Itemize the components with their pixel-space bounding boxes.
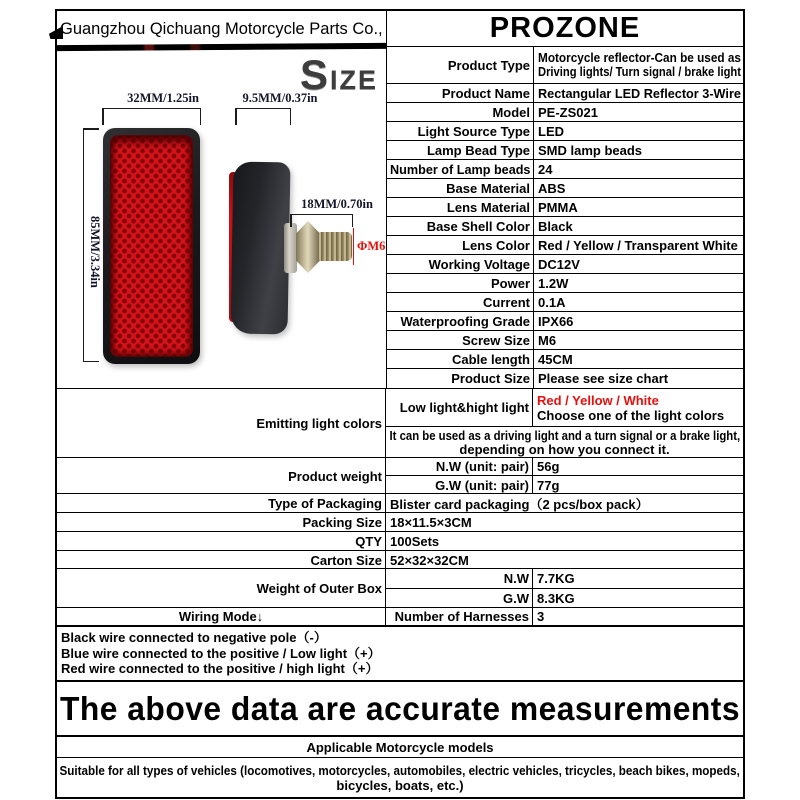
row-label: QTY (355, 533, 382, 549)
brand-header (386, 10, 743, 47)
spec-value-line: Motorcycle reflector-Can be used as (538, 50, 741, 65)
bolt-thread-spec: ΦM6 (357, 239, 386, 253)
table-row (387, 122, 743, 141)
bracket-tick (352, 214, 354, 227)
spec-value: Please see size chart (538, 371, 669, 386)
outer-box-section (57, 568, 743, 607)
spec-label: Model (492, 104, 530, 120)
spec-label: Working Voltage (428, 256, 530, 272)
row-label: G.W (unit: pair) (435, 477, 529, 493)
table-row (57, 551, 743, 569)
spec-label: Light Source Type (417, 123, 530, 139)
spec-value: 0.1A (538, 294, 566, 310)
table-row (386, 589, 743, 608)
table-row (387, 84, 743, 103)
hex-nut (296, 221, 320, 273)
table-row (57, 513, 743, 532)
bracket-tick (290, 214, 292, 227)
applicable-models-line: Suitable for all types of vehicles (locomotives, motorcycles, automobiles, electric vehicles, tricycles, beach bikes, mopeds, (59, 762, 741, 778)
company-header (57, 10, 386, 47)
section-label: Emitting light colors (256, 416, 382, 431)
table-row (386, 476, 743, 494)
front-width-dimension: 32MM/1.25in (127, 91, 199, 105)
bracket-tick (200, 108, 202, 125)
row-value: 77g (537, 477, 560, 493)
spec-value: LED (538, 123, 564, 139)
table-row (387, 331, 743, 350)
wiring-mode-label: Wiring Mode↓ (178, 609, 264, 624)
size-diagram-panel (57, 47, 386, 388)
spec-value: IPX66 (538, 313, 574, 329)
wire-note-black: Black wire connected to negative pole（-） (61, 630, 327, 645)
spec-label: Lamp Bead Type (426, 142, 530, 158)
spec-label: Product Type (447, 57, 530, 73)
product-weight-section (57, 457, 743, 493)
table-row (387, 274, 743, 293)
spec-value: DC12V (538, 256, 580, 272)
table-row (387, 179, 743, 198)
spec-value: 45CM (538, 351, 573, 367)
row-value: 7.7KG (537, 571, 575, 586)
spec-value: 1.2W (538, 275, 569, 291)
table-row (386, 389, 743, 427)
row-value: 8.3KG (537, 591, 575, 606)
company-name: Guangzhou Qichuang Motorcycle Parts Co., (60, 18, 383, 38)
spec-value: SMD lamp beads (538, 142, 643, 158)
row-value: 52×32×32CM (390, 552, 469, 568)
row-value: Blister card packaging（2 pcs/box pack） (390, 496, 649, 512)
bracket-tick (84, 128, 99, 130)
table-row (387, 255, 743, 274)
section-label: Product weight (288, 468, 382, 484)
reflector-side-view (231, 162, 291, 335)
spec-label: Product Size (451, 371, 530, 386)
table-row (57, 532, 743, 551)
row-label: N.W (unit: pair) (435, 459, 529, 474)
bolt-diameter-line (353, 228, 354, 265)
light-color-options: Red / Yellow / White (537, 392, 659, 408)
row-label: Type of Packaging (268, 495, 382, 511)
bracket-tick (102, 108, 104, 125)
threaded-bolt (319, 232, 352, 261)
packaging-rows (57, 493, 743, 569)
spec-value: ABS (538, 180, 566, 196)
spec-value: Rectangular LED Reflector 3-Wire (538, 85, 741, 101)
spec-label: Current (483, 294, 530, 310)
wire-note-red: Red wire connected to the positive / high light（+） (61, 661, 379, 677)
bracket-tick (235, 108, 237, 125)
accuracy-banner-text: The above data are accurate measurements (60, 689, 740, 727)
spec-label: Product Name (441, 85, 530, 101)
applicable-models-line: bicycles, boats, etc.) (336, 777, 464, 793)
spec-value: M6 (538, 332, 557, 348)
usage-note (386, 427, 743, 458)
bolt-length-bracket (290, 214, 353, 228)
section-label: Weight of Outer Box (256, 581, 382, 596)
table-row (387, 312, 743, 331)
row-value: 100Sets (390, 533, 440, 549)
thickness-dimension: 9.5MM/0.37in (242, 91, 318, 105)
usage-note-line: depending on how you connect it. (459, 441, 670, 457)
spec-value: PE-ZS021 (538, 104, 598, 120)
table-row (387, 198, 743, 217)
table-row (57, 494, 743, 513)
brand-name: PROZONE (489, 11, 641, 44)
wiring-mode-row (57, 607, 743, 625)
spec-label: Waterproofing Grade (400, 313, 530, 329)
bracket-tick (290, 108, 292, 125)
thickness-bracket (235, 108, 291, 126)
row-label: Low light&hight light (399, 400, 529, 415)
spec-label: Base Shell Color (426, 218, 530, 234)
spec-value: PMMA (538, 199, 578, 215)
spec-value-line: Driving lights/ Turn signal / brake light (538, 64, 741, 79)
table-row (387, 369, 743, 388)
spec-label: Lens Color (462, 237, 530, 253)
table-row (387, 103, 743, 122)
spec-value: Black (538, 218, 573, 234)
usage-note-line: It can be used as a driving light and a turn signal or a brake light, (389, 427, 740, 443)
accuracy-banner (57, 680, 743, 735)
row-value: 3 (537, 609, 545, 624)
table-row (387, 217, 743, 236)
table-row (386, 458, 743, 476)
table-row (387, 350, 743, 369)
row-label: N.W (503, 571, 529, 586)
bracket-tick (84, 361, 99, 363)
spec-label: Base Material (446, 180, 530, 196)
row-label: Number of Harnesses (394, 609, 529, 624)
emitting-colors-section (57, 388, 743, 457)
bolt-length-dimension: 18MM/0.70in (301, 197, 373, 211)
table-row (387, 293, 743, 312)
spec-label: Cable length (451, 351, 530, 367)
spec-label: Lens Material (446, 199, 530, 215)
wiring-notes-box (57, 625, 743, 680)
spec-table (386, 47, 743, 388)
spec-value: 24 (538, 161, 553, 177)
table-row (386, 569, 743, 589)
light-color-hint: Choose one of the light colors (537, 407, 725, 423)
row-value: 18×11.5×3CM (390, 514, 472, 530)
row-label: Carton Size (310, 552, 382, 568)
reflector-red-lens (110, 135, 193, 357)
row-value: 56g (537, 459, 560, 474)
spec-label: Power (490, 275, 530, 291)
table-row (387, 160, 743, 179)
row-label: Packing Size (302, 514, 382, 530)
reflector-front-view (103, 128, 200, 364)
size-title: SIZE (299, 51, 378, 98)
front-height-dimension: 85MM/3.34in (88, 216, 102, 288)
applicable-models-text (57, 757, 743, 797)
front-width-bracket (102, 108, 201, 126)
washer (284, 223, 297, 273)
spec-label: Number of Lamp beads (389, 161, 530, 177)
row-label: G.W (503, 591, 529, 606)
table-row (387, 141, 743, 160)
applicable-models-title: Applicable Motorcycle models (306, 739, 494, 755)
spec-label: Screw Size (462, 332, 530, 348)
wire-note-blue: Blue wire connected to the positive / Low light（+） (61, 645, 381, 661)
table-row (387, 236, 743, 255)
table-row (387, 47, 743, 84)
applicable-models-header (57, 735, 743, 757)
spec-value: Red / Yellow / Transparent White (538, 237, 738, 253)
